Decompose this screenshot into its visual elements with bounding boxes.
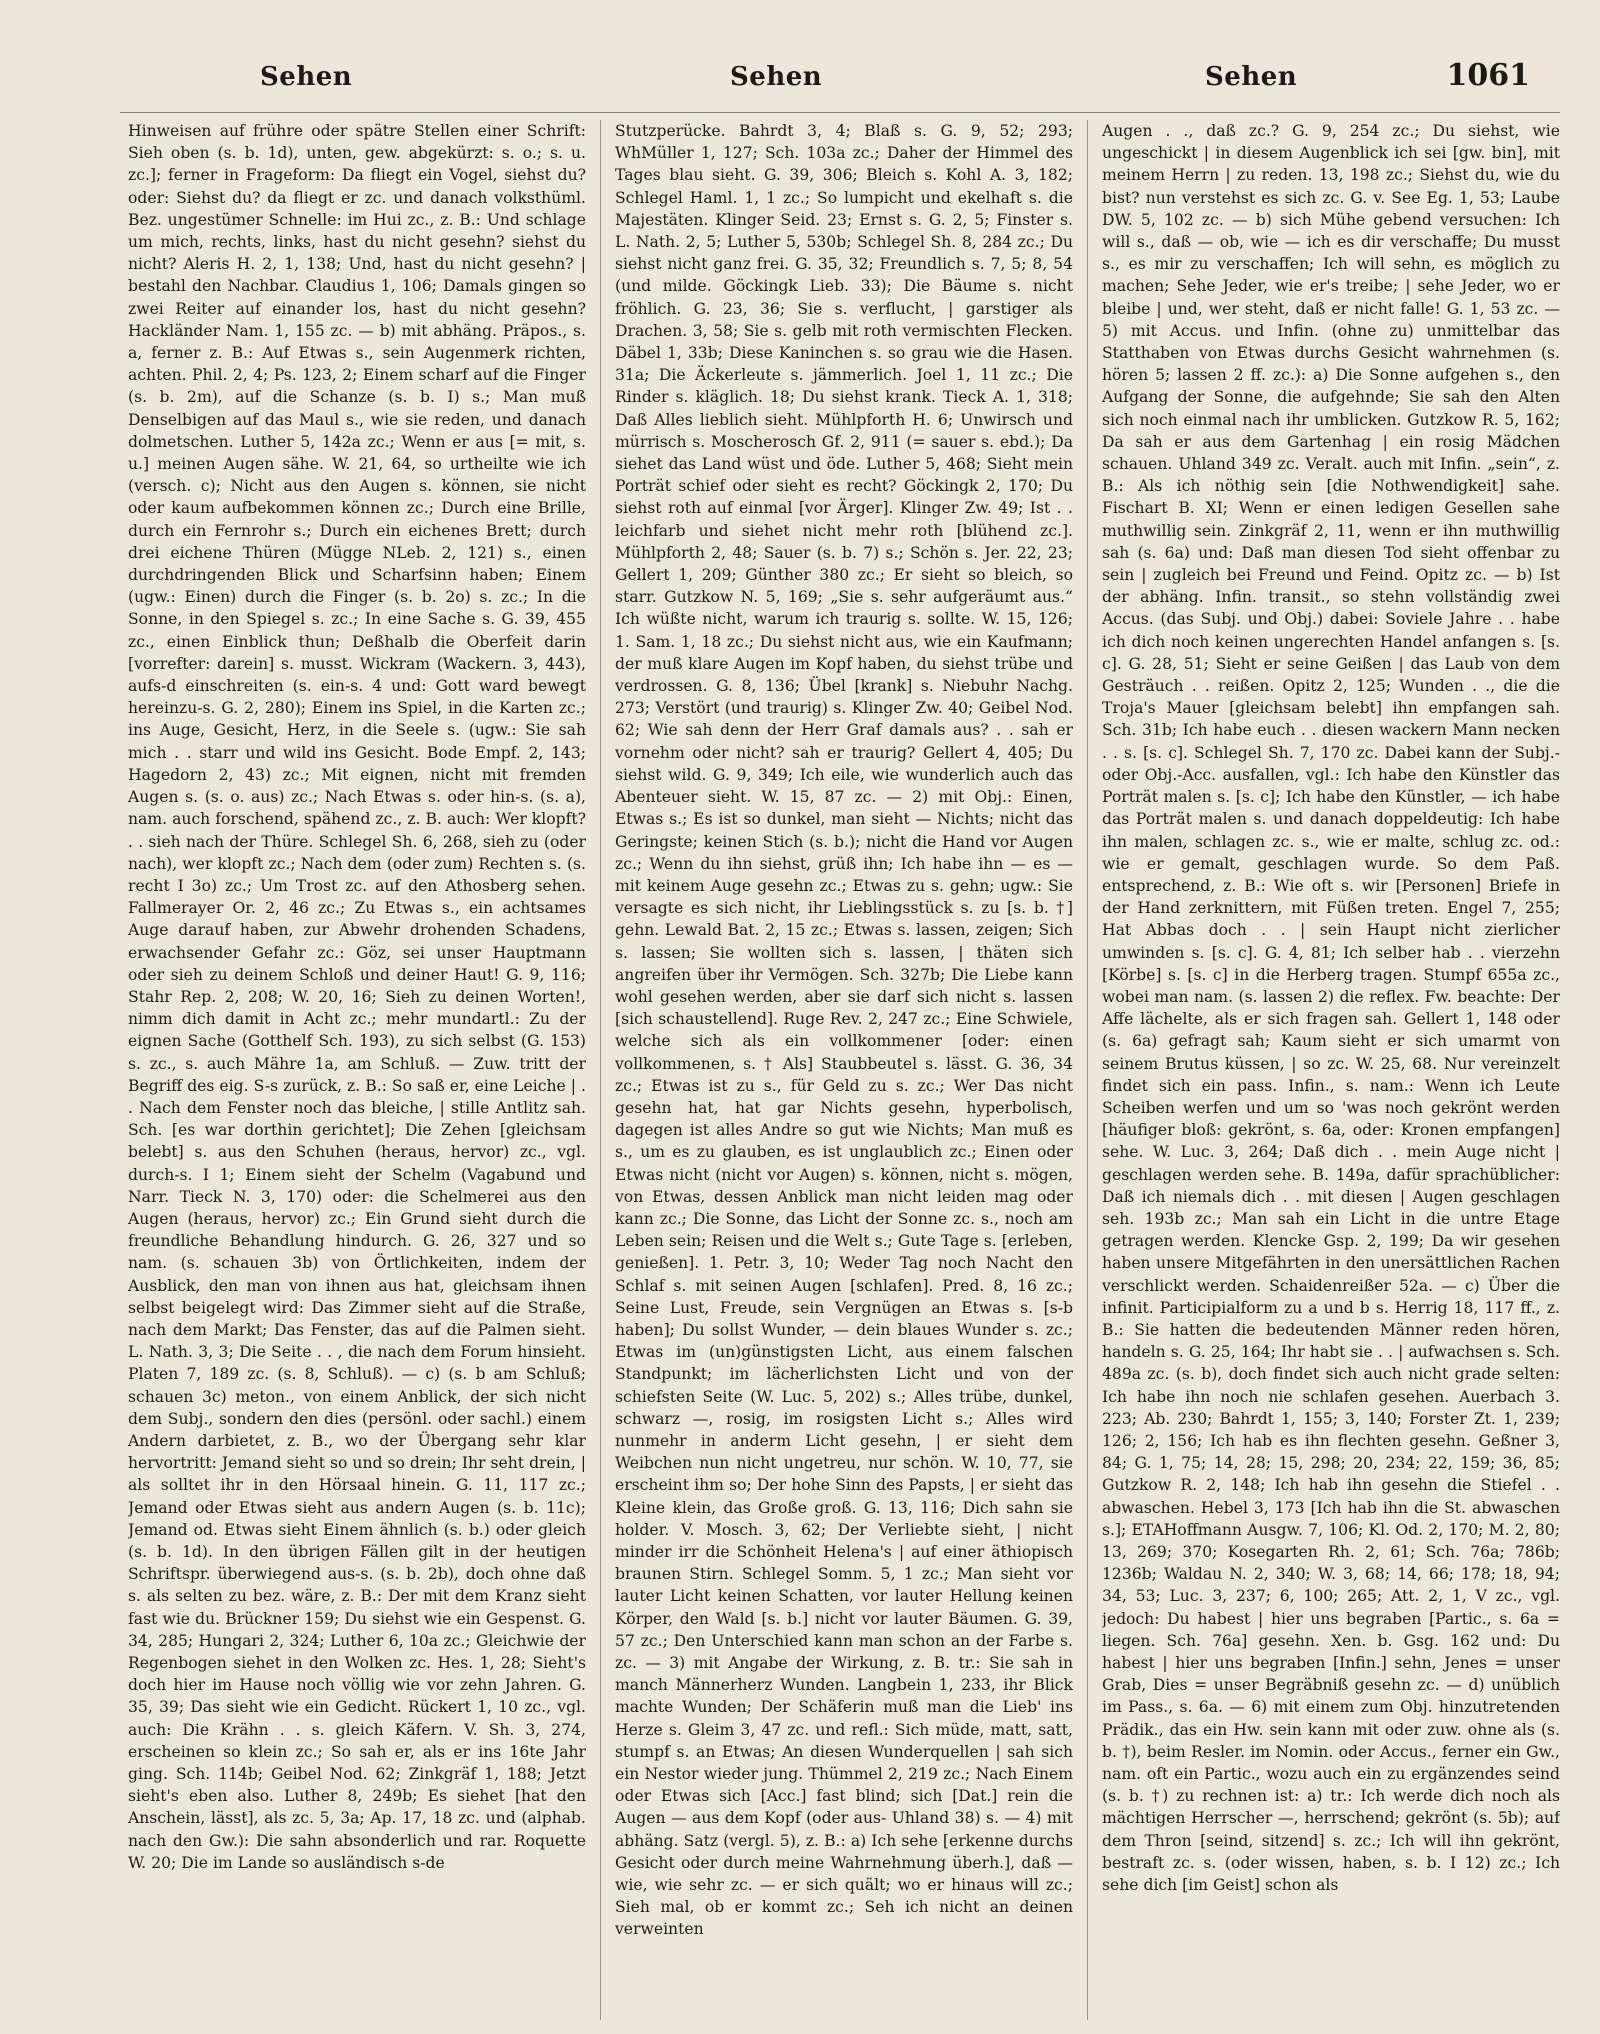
- running-headword-left: Sehen: [260, 62, 353, 92]
- column-left-text: Hinweisen auf frühre oder spätre Stellen einer Schrift: Sieh oben (s. b. 1d), unten, gew. abgekürzt: s. o.; s. u. zc.]; ferner in Frageform: Da fliegt ein Vogel, siehst du? oder: Siehst du? da fliegt er zc. und danach volksthüml. Bez. ungestümer Schnelle: im Hui zc., z. B.: Und schlage um mich, rechts, links, hast du nicht gesehn? siehst du nicht? Aleris H. 2, 1, 138; Und, hast du nicht gesehn? | bestahl den Nachbar. Claudius 1, 106; Damals gingen so zwei Reiter auf einander los, hast du nicht gesehn? Hackländer Nam. 1, 155 zc. — b) mit abhäng. Präpos., s. a, ferner z. B.: Auf Etwas s., sein Augenmerk richten, achten. Phil. 2, 4; Ps. 123, 2; Einem scharf auf die Finger (s. b. 2m), auf die Schanze (s. b. I) s.; Man muß Denselbigen auf das Maul s., wie sie reden, und danach dolmetschen. Luther 5, 142a zc.; Wenn er aus [= mit, s. u.] meinen Augen sähe. W. 21, 64, so urtheilte wie ich (versch. c); Nicht aus den Augen s. können, sie nicht oder kaum aufbekommen können zc.; Durch eine Brille, durch ein Fernrohr s.; Durch ein eichenes Brett; durch drei eichene Thüren (Mügge NLeb. 2, 121) s., einen durchdringenden Blick und Scharfsinn haben; Einem (ugw.: Einen) durch die Finger (s. b. 2o) s. zc.; In die Sonne, in den Spiegel s. zc.; In eine Sache s. G. 39, 455 zc., einen Einblick thun; Deßhalb die Oberfeit darin [vorrefter: darein] s. musst. Wickram (Wackern. 3, 443), aufs-d einschreiten (s. ein-s. 4 und: Gott ward bewegt hereinzu-s. G. 2, 280); Einem ins Spiel, in die Karten zc.; ins Auge, Gesicht, Herz, in die Seele s. (ugw.: Sie sah mich . . starr und wild ins Gesicht. Bode Empf. 2, 143; Hagedorn 2, 43) zc.; Mit eignen, nicht mit fremden Augen s. (s. o. aus) zc.; Nach Etwas s. oder hin-s. (s. a), nam. auch forschend, spähend zc., z. B. auch: Wer klopft? . . sieh nach der Thüre. Schlegel Sh. 6, 268, sieh zu (oder nach), wer klopft zc.; Nach dem (oder zum) Rechten s. (s. recht I 3o) zc.; Um Trost zc. auf den Athosberg sehen. Fallmerayer Or. 2, 46 zc.; Zu Etwas s., ein achtsames Auge darauf haben, zur Abwehr drohenden Schadens, erwachsender Gefahr zc.: Göz, sei unser Hauptmann oder sieh zu deinem Schloß und deiner Haut! G. 9, 116; Stahr Rep. 2, 208; W. 20, 16; Sieh zu deinen Worten!, nimm dich damit in Acht zc.; mehr mundartl.: Zu der eignen Sache (Gotthelf Sch. 193), zu sich selbst (G. 153) s. zc., s. auch Mähre 1a, am Schluß. — Zuw. tritt der Begriff des eig. S-s zurück, z. B.: So saß er, eine Leiche | . . Nach dem Fenster noch das bleiche, | stille Antlitz sah. Sch. [es war dorthin gerichtet]; Die Zehen [gleichsam belebt] s. aus den Schuhen (heraus, hervor) zc., vgl. durch-s. I 1; Einem sieht der Schelm (Vagabund und Narr. Tieck N. 3, 170) oder: die Schelmerei aus den Augen (heraus, hervor) zc.; Ein Grund sieht durch die freundliche Behandlung hindurch. G. 26, 327 und so nam. (s. schauen 3b) von Örtlichkeiten, indem der Ausblick, den man von ihnen aus hat, gleichsam ihnen selbst beigelegt wird: Das Zimmer sieht auf die Straße, nach dem Markt; Das Fenster, das auf die Palmen sieht. L. Nath. 3, 3; Die Seite . . , die nach dem Forum hinsieht. Platen 7, 189 zc. (s. 8, Schluß). — c) (s. b am Schluß; schauen 3c) meton., von einem Anblick, der sich nicht dem Subj., sondern den dies (persönl. oder sachl.) einem Andern darbietet, z. B., wo der Übergang sehr klar hervortritt: Jemand sieht so und so drein; Ihr seht drein, | als solltet ihr in den Hörsaal hinein. G. 11, 117 zc.; Jemand oder Etwas sieht aus andern Augen (s. b. 11c); Jemand od. Etwas sieht Einem ähnlich (s. b.) oder gleich (s. b. 1d). In den übrigen Fällen gilt in der heutigen Schriftspr. überwiegend aus-s. (s. b. 2b), doch ohne daß s. als selten zu bez. wäre, z. B.: Der mit dem Kranz sieht fast wie du. Brückner 159; Du siehst wie ein Gespenst. G. 34, 285; Hungari 2, 324; Luther 6, 10a zc.; Gleichwie der Regenbogen siehet in den Wolken zc. Hes. 1, 28; Sieht's doch hier im Hause noch völlig wie vor zehn Jahren. G. 35, 39; Das sieht wie ein Gedicht. Rückert 1, 10 zc., vgl. auch: Die Krähn . . s. gleich Käfern. V. Sh. 3, 274, erscheinen so klein zc.; So sah er, als er ins 16te Jahr ging. Sch. 114b; Geibel Nod. 62; Zinkgräf 1, 188; Jetzt sieht's eben also. Luther 8, 249b; Es siehet [hat den Anschein, lässt], als zc. 5, 3a; Ap. 17, 18 zc. und (alphab. nach den Gw.): Die sahn absonderlich und rar. Roquette W. 20; Die im Lande so ausländisch s-de: [128, 122, 586, 1872]
- page-header: [60, 58, 1540, 102]
- running-headword-right: Sehen: [1205, 62, 1298, 92]
- column-divider: [1087, 120, 1088, 2020]
- column-middle: [615, 120, 1073, 2020]
- column-left: [128, 120, 586, 2020]
- running-headword-center: Sehen: [730, 62, 823, 92]
- column-right: [1102, 120, 1560, 2020]
- header-rule: [120, 112, 1560, 113]
- text-columns: [128, 120, 1560, 2020]
- page-number: 1061: [1446, 58, 1530, 93]
- column-divider: [600, 120, 601, 2020]
- column-middle-text: Stutzperücke. Bahrdt 3, 4; Blaß s. G. 9, 52; 293; WhMüller 1, 127; Sch. 103a zc.; Daher der Himmel des Tages blau sieht. G. 39, 306; Bleich s. Kohl A. 3, 182; Schlegel Haml. 1, 1 zc.; So lumpicht und ekelhaft s. die Majestäten. Klinger Seid. 23; Ernst s. G. 2, 5; Finster s. L. Nath. 2, 5; Luther 5, 530b; Schlegel Sh. 8, 284 zc.; Du siehst nicht ganz frei. G. 35, 32; Freundlich s. 7, 5; 8, 54 (und milde. Göckingk Lieb. 33); Die Bäume s. nicht fröhlich. G. 23, 36; Sie s. verflucht, | garstiger als Drachen. 3, 58; Sie s. gelb mit roth vermischten Flecken. Däbel 1, 33b; Diese Kaninchen s. so grau wie die Hasen. 31a; Die Äckerleute s. jämmerlich. Joel 1, 11 zc.; Die Rinder s. kläglich. 18; Du siehst krank. Tieck A. 1, 318; Daß Alles lieblich sieht. Mühlpforth H. 6; Unwirsch und mürrisch s. Moscherosch Gf. 2, 911 (= sauer s. ebd.); Da siehet das Land wüst und öde. Luther 5, 468; Sieht mein Porträt schief oder sieht es recht? Göckingk 2, 170; Du siehst roth auf einmal [vor Ärger]. Klinger Zw. 49; Ist . . leichfarb und siehet nicht mehr roth [blühend zc.]. Mühlpforth 2, 48; Sauer (s. b. 7) s.; Schön s. Jer. 22, 23; Gellert 1, 209; Günther 380 zc.; Er sieht so bleich, so starr. Gutzkow N. 5, 169; „Sie s. sehr aufgeräumt aus.“ Ich wüßte nicht, warum ich traurig s. sollte. W. 15, 126; 1. Sam. 1, 18 zc.; Du siehst nicht aus, wie ein Kaufmann; der muß klare Augen im Kopf haben, du siehst trübe und verdrossen. G. 8, 136; Übel [krank] s. Niebuhr Nachg. 273; Verstört (und traurig) s. Klinger Zw. 40; Geibel Nod. 62; Wie sah denn der Herr Graf damals aus? . . sah er vornehm oder nicht? sah er traurig? Gellert 4, 405; Du siehst wild. G. 9, 349; Ich eile, wie wunderlich auch das Abenteuer sieht. W. 15, 87 zc. — 2) mit Obj.: Einen, Etwas s.; Es ist so dunkel, man sieht — Nichts; nicht das Geringste; keinen Stich (s. b.); nicht die Hand vor Augen zc.; Wenn du ihn siehst, grüß ihn; Ich habe ihn — es — mit keinem Auge gesehn zc.; Etwas zu s. gehn; ugw.: Sie versagte es sich nicht, ihr Lieblingsstück s. zu [s. b. †] gehn. Lewald Bat. 2, 15 zc.; Etwas s. lassen, zeigen; Sich s. lassen; Sie wollten sich s. lassen, | thäten sich angreifen über ihr Vermögen. Sch. 327b; Die Liebe kann wohl gesehen werden, aber sie darf sich nicht s. lassen [sich schaustellend]. Ruge Rev. 2, 247 zc.; Eine Schwiele, welche sich als ein vollkommener [oder: einen vollkommenen, s. † Als] Staubbeutel s. lässt. G. 36, 34 zc.; Etwas ist zu s., für Geld zu s. zc.; Wer Das nicht gesehn hat, hat gar Nichts gesehn, hyperbolisch, dagegen ist alles Andre so gut wie Nichts; Man muß es s., um es zu glauben, es ist unglaublich zc.; Einen oder Etwas nicht (nicht vor Augen) s. können, nicht s. mögen, von Etwas, dessen Anblick man nicht leiden mag oder kann zc.; Die Sonne, das Licht der Sonne zc. s., noch am Leben sein; Reisen und die Welt s.; Gute Tage s. [erleben, genießen]. 1. Petr. 3, 10; Weder Tag noch Nacht den Schlaf s. mit seinen Augen [schlafen]. Pred. 8, 16 zc.; Seine Lust, Freude, sein Vergnügen an Etwas s. [s-b haben]; Du sollst Wunder, — dein blaues Wunder s. zc.; Etwas im (un)günstigsten Licht, aus einem falschen Standpunkt; im lächerlichsten Licht und von der schiefsten Seite (W. Luc. 5, 202) s.; Alles trübe, dunkel, schwarz —, rosig, im rosigsten Licht s.; Alles wird nunmehr in anderm Licht gesehn, | er sieht dem Weibchen nun nicht ungetreu, nur schön. W. 10, 77, sie erscheint ihm so; Der hohe Sinn des Papsts, | er sieht das Kleine klein, das Große groß. G. 13, 116; Dich sahn sie holder. V. Mosch. 3, 62; Der Verliebte sieht, | nicht minder irr die Schönheit Helena's | auf einer äthiopisch braunen Stirn. Schlegel Somm. 5, 1 zc.; Man sieht vor lauter Licht keinen Schatten, vor lauter Hellung keinen Körper, den Wald [s. b.] nicht vor lauter Bäumen. G. 39, 57 zc.; Den Unterschied kann man schon an der Farbe s. zc. — 3) mit Angabe der Wirkung, z. B. tr.: Sie sah in manch Männerherz Wunden. Langbein 1, 233, ihr Blick machte Wunden; Der Schäferin muß man die Lieb' ins Herze s. Gleim 3, 47 zc. und refl.: Sich müde, matt, satt, stumpf s. an Etwas; An diesen Wunderquellen | sah sich ein Nestor wieder jung. Thümmel 2, 219 zc.; Nach Einem oder Etwas sich [Acc.] fast blind; sich [Dat.] rein die Augen — aus dem Kopf (oder aus- Uhland 38) s. — 4) mit abhäng. Satz (vergl. 5), z. B.: a) Ich sehe [erkenne durchs Gesicht oder durch meine Wahrnehmung überh.], daß — wie, wie sehr zc. — er sich quält; wo er hinaus will zc.; Sieh mal, ob er kommt zc.; Seh ich nicht an deinen verweinten: [615, 122, 1073, 1939]
- column-right-text: Augen . ., daß zc.? G. 9, 254 zc.; Du siehst, wie ungeschickt | in diesem Augenblick ich sei [gw. bin], mit meinem Herrn | zu reden. 13, 198 zc.; Siehst du, wie du bist? nun verstehst es sich zc. G. v. See Eg. 1, 53; Laube DW. 5, 102 zc. — b) sich Mühe gebend versuchen: Ich will s., daß — ob, wie — ich es dir verschaffe; Du musst s., es mir zu verschaffen; Ich will sehn, es möglich zu machen; Sehe Jeder, wie er's treibe; | sehe Jeder, wo er bleibe | und, wer steht, daß er nicht falle! G. 1, 53 zc. — 5) mit Accus. und Infin. (ohne zu) unmittelbar das Statthaben von Etwas durchs Gesicht wahrnehmen (s. hören 5; lassen 2 ff. zc.): a) Die Sonne aufgehen s., den Aufgang der Sonne, die aufgehnde; Sie sah den Alten sich noch einmal nach ihr umblicken. Gutzkow R. 5, 162; Da sah er aus dem Gartenhag | ein rosig Mädchen schauen. Uhland 349 zc. Veralt. auch mit Infin. „sein“, z. B.: Als ich nöthig sein [die Nothwendigkeit] sahe. Fischart B. XI; Wenn er einen ledigen Gesellen sahe muthwillig sein. Zinkgräf 2, 11, wenn er ihn muthwillig sah (s. 6a) und: Daß man diesen Tod sieht offenbar zu sein | zugleich bei Freund und Feind. Opitz zc. — b) Ist der abhäng. Infin. transit., so stehn vollständig zwei Accus. (das Subj. und Obj.) dabei: Soviele Jahre . . habe ich dich noch keinen ungerechten Handel anfangen s. [s. c]. G. 28, 51; Sieht er seine Geißen | das Laub von dem Gesträuch . . reißen. Opitz 2, 125; Wunden . ., die die Troja's Mauer [gleichsam belebt] ihn empfangen sah. Sch. 31b; Ich habe euch . . diesen wackern Mann necken . . s. [s. c]. Schlegel Sh. 7, 170 zc. Dabei kann der Subj.- oder Obj.-Acc. ausfallen, vgl.: Ich habe den Künstler das Porträt malen s. [s. c]; Ich habe den Künstler, — ich habe das Porträt malen s. und danach doppeldeutig: Ich habe ihn malen, schlagen zc. s., wie er malte, schlug zc. od.: wie er gemalt, geschlagen wurde. So dem Paß. entsprechend, z. B.: Wie oft s. wir [Personen] Briefe in der Hand zerknittern, mit Füßen treten. Engel 7, 255; Hat Abbas doch . . | sein Haupt nicht zierlicher umwinden s. [s. c]. G. 4, 81; Ich selber hab . . vierzehn [Körbe] s. [s. c] in die Herberg tragen. Stumpf 655a zc., wobei man nam. (s. lassen 2) die reflex. Fw. beachte: Der Affe lächelte, als er sich fragen sah. Gellert 1, 148 oder (s. 6a) gefragt sah; Kaum sieht er sich umarmt von seinem Brutus küssen, | so zc. W. 25, 68. Nur vereinzelt findet sich ein pass. Infin., s. nam.: Wenn ich Leute Scheiben werfen und um so 'was noch gekrönt werden [häufiger bloß: gekrönt, s. 6a, oder: Kronen empfangen] sehe. W. Luc. 3, 264; Daß dich . . mein Auge nicht | geschlagen werden sehe. B. 149a, dafür sprachüblicher: Daß ich niemals dich . . mit diesen | Augen geschlagen seh. 193b zc.; Man sah ein Licht in die untre Etage getragen werden. Klencke Gsp. 2, 199; Da wir gesehen haben unsere Mitgefährten in den unersättlichen Rachen verschlickt werden. Schaidenreißer 52a. — c) Über die infinit. Participialform zu a und b s. Herrig 18, 117 ff., z. B.: Sie hatten die bedeutenden Männer reden hören, handeln s. G. 25, 164; Ihr habt sie . . | aufwachsen s. Sch. 489a zc. (s. b), doch findet sich auch nicht grade selten: Ich habe ihn noch nie schlafen gesehen. Auerbach 3. 223; Ab. 230; Bahrdt 1, 155; 3, 140; Forster Zt. 1, 239; 126; 2, 156; Ich hab es ihn flechten gesehn. Geßner 3, 84; G. 1, 75; 14, 28; 15, 298; 20, 234; 22, 159; 36, 85; Gutzkow R. 2, 148; Ich hab ihn gesehn die Stiefel . . abwaschen. Hebel 3, 173 [Ich hab ihn die St. abwaschen s.]; ETAHoffmann Ausgw. 7, 106; Kl. Od. 2, 170; M. 2, 80; 13, 269; 370; Kosegarten Rh. 2, 61; Sch. 76a; 786b; 1236b; Waldau N. 2, 340; W. 3, 68; 14, 66; 178; 18, 94; 34, 53; Luc. 3, 237; 6, 100; 265; Att. 2, 1, V zc., vgl. jedoch: Du habest | hier uns begraben [Partic., s. 6a = liegen. Sch. 76a] gesehn. Xen. b. Gsg. 162 und: Du habest | hier uns begraben [Infin.] sehn, Jenes = unser Grab, Dies = unser Begräbniß gesehn zc. — d) unüblich im Pass., s. 6a. — 6) mit einem zum Obj. hinzutretenden Prädik., das ein Hw. sein kann mit oder zuw. ohne als (s. b. †), beim Resler. im Nomin. oder Accus., ferner ein Gw., nam. oft ein Partic., wozu auch ein zu ergänzendes seind (s. b. †) zu rechnen ist: a) tr.: Ich werde dich noch als mächtigen Herrscher —, herrschend; gekrönt (s. 5b); auf dem Thron [seind, sitzend] s. zc.; Ich will ihn gekrönt, bestraft zc. s. (oder wissen, haben, s. b. I 12) zc.; Ich sehe dich [im Geist] schon als: [1102, 122, 1560, 1895]
